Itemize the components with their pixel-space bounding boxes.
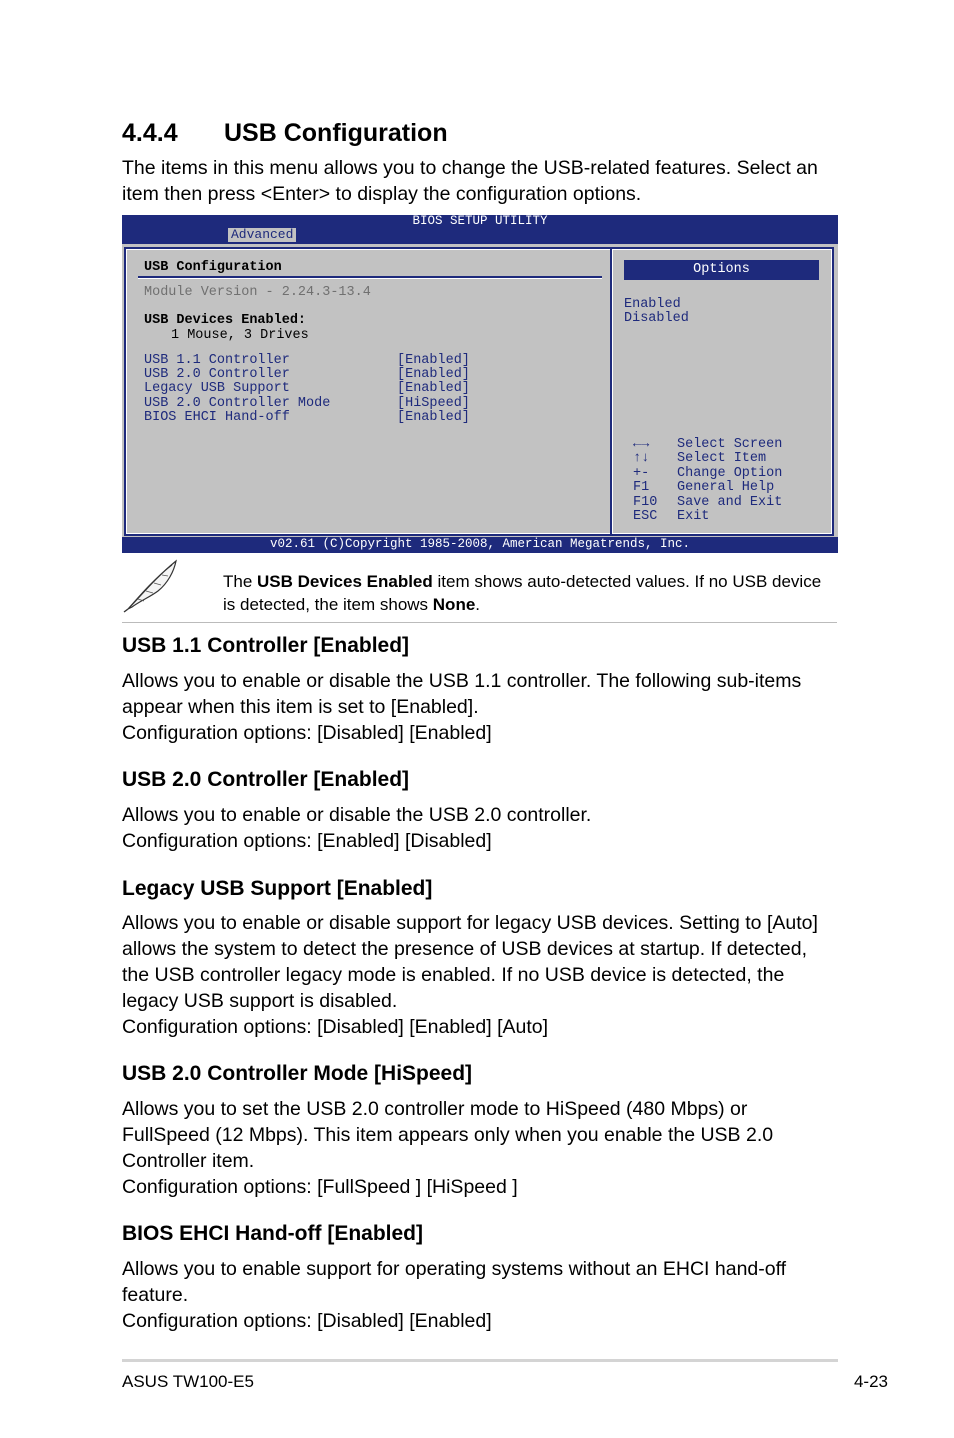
usb11-line-3: Configuration options: [Disabled] [Enabled]: [122, 722, 492, 744]
bios-item-ehci-label[interactable]: BIOS EHCI Hand-off: [144, 410, 290, 425]
note-line2-post: .: [475, 595, 481, 614]
key-help-general-help: General Help: [677, 480, 775, 495]
mode-line-4: Configuration options: [FullSpeed ] [HiSpeed ]: [122, 1176, 518, 1198]
usb-devices-value: 1 Mouse, 3 Drives: [171, 328, 309, 343]
key-help-select-screen: Select Screen: [677, 437, 783, 452]
usb11-line-1: Allows you to enable or disable the USB 1.1 controller. The following sub-items: [122, 670, 802, 692]
option-disabled: Disabled: [624, 311, 689, 326]
left-right-arrows-icon: ←→: [633, 437, 650, 452]
mode-line-1: Allows you to set the USB 2.0 controller mode to HiSpeed (480 Mbps) or: [122, 1098, 748, 1120]
legacy-line-5: Configuration options: [Disabled] [Enabled] [Auto]: [122, 1016, 549, 1038]
footer-product: ASUS TW100-E5: [122, 1372, 254, 1391]
note-bold-none: None: [432, 595, 476, 614]
panel-title-divider: [138, 276, 602, 278]
ehci-line-3: Configuration options: [Disabled] [Enabled]: [122, 1310, 492, 1332]
bios-screen: [122, 244, 838, 538]
bios-help-pane: [610, 247, 834, 536]
page-number: 4-23: [853, 1372, 888, 1391]
usb20-line-2: Configuration options: [Enabled] [Disabled]: [122, 830, 492, 852]
legacy-line-4: legacy USB support is disabled.: [122, 990, 398, 1012]
bios-footer-bar: [122, 537, 838, 553]
up-down-arrows-icon: ↑↓: [633, 451, 650, 466]
option-enabled: Enabled: [624, 297, 681, 312]
note-pre: The: [223, 572, 258, 591]
feather-pen-icon: [122, 557, 182, 615]
bios-copyright: v02.61 (C)Copyright 1985-2008, American Megatrends, Inc.: [269, 537, 691, 551]
ehci-line-1: Allows you to enable support for operating systems without an EHCI hand-off: [122, 1258, 787, 1280]
key-help-exit: Exit: [677, 509, 710, 524]
usb20-line-1: Allows you to enable or disable the USB 2.0 controller.: [122, 804, 592, 826]
key-help-save-exit: Save and Exit: [677, 495, 783, 510]
bios-item-usb20-value[interactable]: [Enabled]: [397, 367, 470, 382]
plus-minus-icon: +-: [633, 466, 650, 481]
note-mid: item shows auto-detected values. If no USB device: [432, 572, 822, 591]
section-number: 4.4.4: [122, 119, 178, 147]
key-esc: ESC: [633, 509, 658, 524]
bios-title: BIOS SETUP UTILITY: [412, 214, 548, 228]
tab-advanced[interactable]: Advanced: [228, 228, 296, 242]
bios-panel-title: USB Configuration: [144, 260, 282, 275]
intro-line-1: The items in this menu allows you to change the USB-related features. Select an: [122, 157, 818, 179]
bios-main-pane: [124, 247, 613, 536]
bios-item-ehci-value[interactable]: [Enabled]: [397, 410, 470, 425]
legacy-line-1: Allows you to enable or disable support for legacy USB devices. Setting to [Auto]: [122, 912, 818, 934]
mode-line-3: Controller item.: [122, 1150, 255, 1172]
note-line-1: [223, 570, 838, 593]
key-help-change-option: Change Option: [677, 466, 783, 481]
legacy-line-3: the USB controller legacy mode is enabled. If no USB device is detected, the: [122, 964, 785, 986]
key-f10: F10: [633, 495, 658, 510]
key-f1: F1: [633, 480, 650, 495]
note-line-2: [223, 593, 838, 616]
ehci-line-2: feature.: [122, 1284, 189, 1306]
note-divider: [122, 622, 837, 623]
intro-line-2: item then press <Enter> to display the configuration options.: [122, 183, 642, 205]
legacy-line-2: allows the system to detect the presence of USB devices at startup. If detected,: [122, 938, 808, 960]
usb-devices-label: USB Devices Enabled:: [144, 313, 307, 328]
heading-usb20: USB 2.0 Controller [Enabled]: [122, 768, 410, 791]
bios-item-mode-value[interactable]: [HiSpeed]: [397, 396, 470, 411]
bios-item-legacy-label[interactable]: Legacy USB Support: [144, 381, 290, 396]
bios-item-usb11-value[interactable]: [Enabled]: [397, 353, 470, 368]
usb11-line-2: appear when this item is set to [Enabled].: [122, 696, 479, 718]
heading-usb20-mode: USB 2.0 Controller Mode [HiSpeed]: [122, 1062, 473, 1085]
note-text: [223, 570, 838, 616]
bios-header-bar: [122, 215, 838, 244]
bios-item-mode-label[interactable]: USB 2.0 Controller Mode: [144, 396, 331, 411]
heading-legacy-usb: Legacy USB Support [Enabled]: [122, 877, 433, 900]
heading-ehci: BIOS EHCI Hand-off [Enabled]: [122, 1222, 423, 1245]
bios-item-usb11-label[interactable]: USB 1.1 Controller: [144, 353, 290, 368]
footer-rule: [122, 1359, 838, 1362]
section-title: USB Configuration: [224, 119, 448, 147]
bios-item-legacy-value[interactable]: [Enabled]: [397, 381, 470, 396]
note-line2-pre: is detected, the item shows: [223, 595, 433, 614]
note-bold-devices: USB Devices Enabled: [257, 572, 433, 591]
module-version: Module Version - 2.24.3-13.4: [144, 285, 371, 300]
key-help-select-item: Select Item: [677, 451, 767, 466]
bios-item-usb20-label[interactable]: USB 2.0 Controller: [144, 367, 290, 382]
options-header: Options: [624, 260, 819, 280]
heading-usb11: USB 1.1 Controller [Enabled]: [122, 634, 410, 657]
mode-line-2: FullSpeed (12 Mbps). This item appears only when you enable the USB 2.0: [122, 1124, 774, 1146]
